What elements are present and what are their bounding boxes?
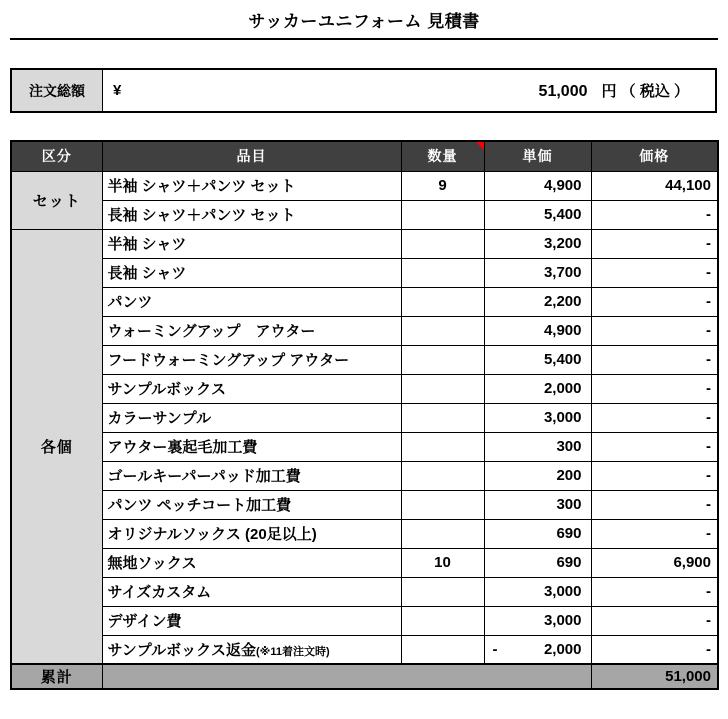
item-cell (102, 519, 401, 548)
table-row (11, 548, 718, 577)
item-label: 長袖 シャツ＋パンツ セット (107, 207, 296, 224)
unit-price-cell (484, 200, 591, 229)
item-label: 無地ソックス (107, 555, 197, 572)
price-cell: - (591, 229, 718, 258)
unit-price-value: 2,000 (543, 380, 582, 397)
item-cell (102, 200, 401, 229)
item-cell (102, 432, 401, 461)
total-value: 51,000 (591, 664, 718, 689)
unit-price-value: 2,000 (543, 640, 582, 658)
item-cell (102, 316, 401, 345)
item-cell (102, 577, 401, 606)
order-total-box (10, 68, 717, 113)
table-row (11, 258, 718, 287)
price-cell: - (591, 635, 718, 664)
unit-price-value: 5,400 (543, 206, 582, 223)
table-row (11, 577, 718, 606)
qty-cell (401, 229, 484, 258)
item-note: (※11着注文時) (256, 645, 330, 658)
item-label: オリジナルソックス (20足以上) (107, 526, 317, 543)
item-label: デザイン費 (107, 613, 182, 630)
table-row (11, 432, 718, 461)
item-cell (102, 461, 401, 490)
unit-price-value: 2,200 (543, 293, 582, 310)
unit-price-value: 4,900 (543, 322, 582, 339)
price-cell: - (591, 461, 718, 490)
qty-cell (401, 577, 484, 606)
comment-indicator-icon (476, 142, 484, 150)
qty-cell: 10 (401, 548, 484, 577)
qty-cell (401, 316, 484, 345)
unit-price-cell (484, 374, 591, 403)
unit-price-value: 200 (556, 467, 582, 484)
table-row (11, 606, 718, 635)
qty-cell (401, 345, 484, 374)
price-cell: - (591, 200, 718, 229)
item-cell (102, 345, 401, 374)
unit-price-cell (484, 432, 591, 461)
item-cell (102, 258, 401, 287)
price-cell: 44,100 (591, 171, 718, 200)
qty-cell (401, 374, 484, 403)
total-row (11, 664, 718, 689)
group-cell: セット (11, 171, 102, 229)
unit-price-value: 3,000 (543, 612, 582, 629)
item-label: 半袖 シャツ＋パンツ セット (107, 178, 296, 195)
price-cell: - (591, 432, 718, 461)
table-row (11, 374, 718, 403)
unit-price-value: 5,400 (543, 351, 582, 368)
qty-cell (401, 606, 484, 635)
unit-price-cell (484, 606, 591, 635)
unit-price-cell (484, 316, 591, 345)
table-row (11, 461, 718, 490)
unit-price-value: 4,900 (543, 177, 582, 194)
unit-price-minus: - (492, 640, 498, 658)
table-row (11, 345, 718, 374)
group-cell: 各個 (11, 229, 102, 664)
item-cell (102, 548, 401, 577)
item-label: アウター裏起毛加工費 (107, 439, 258, 456)
price-cell: - (591, 606, 718, 635)
item-cell (102, 403, 401, 432)
qty-cell (401, 432, 484, 461)
price-cell: - (591, 287, 718, 316)
table-row (11, 287, 718, 316)
table-row (11, 229, 718, 258)
table-row (11, 171, 718, 200)
item-cell (102, 606, 401, 635)
currency-symbol: ¥ (113, 82, 122, 99)
qty-cell: 9 (401, 171, 484, 200)
page-title: サッカーユニフォーム 見積書 (248, 12, 480, 31)
unit-price-value: 690 (556, 525, 582, 542)
item-label: サンプルボックス返金 (107, 641, 257, 659)
total-label: 累計 (11, 664, 102, 689)
item-cell (102, 229, 401, 258)
item-label: フードウォーミングアップ アウター (107, 352, 350, 369)
qty-cell (401, 403, 484, 432)
unit-price-cell (484, 287, 591, 316)
price-cell: - (591, 490, 718, 519)
item-cell (102, 490, 401, 519)
order-total-amount: 51,000 (538, 83, 588, 100)
price-cell: - (591, 316, 718, 345)
unit-price-value: 690 (556, 554, 582, 571)
estimate-sheet (10, 140, 718, 690)
unit-price-cell (484, 490, 591, 519)
unit-price-value: 3,200 (543, 235, 582, 252)
item-label: 半袖 シャツ (107, 236, 187, 253)
item-label: カラーサンプル (107, 410, 212, 427)
unit-price-cell (484, 229, 591, 258)
header-qty: 数量 (401, 141, 484, 171)
header-row (11, 141, 718, 171)
unit-price-cell (484, 519, 591, 548)
qty-cell (401, 258, 484, 287)
qty-cell (401, 490, 484, 519)
qty-cell (401, 200, 484, 229)
qty-cell (401, 635, 484, 664)
price-cell: - (591, 577, 718, 606)
total-spacer-cell (102, 664, 591, 689)
item-label: ウォーミングアップ アウター (107, 323, 316, 340)
price-cell: - (591, 403, 718, 432)
price-cell: 6,900 (591, 548, 718, 577)
order-total-label: 注文総額 (12, 70, 103, 111)
item-cell (102, 171, 401, 200)
unit-price-cell (484, 635, 591, 664)
header-item: 品目 (102, 141, 401, 171)
header-price: 価格 (591, 141, 718, 171)
item-cell (102, 635, 401, 664)
unit-price-cell (484, 403, 591, 432)
unit-price-value: 300 (556, 496, 582, 513)
item-label: 長袖 シャツ (107, 265, 187, 282)
item-label: ゴールキーパーパッド加工費 (107, 468, 301, 485)
item-label: サンプルボックス (107, 381, 227, 398)
price-cell: - (591, 345, 718, 374)
estimate-table (10, 140, 719, 690)
unit-price-value: 3,000 (543, 583, 582, 600)
unit-price-cell (484, 258, 591, 287)
unit-price-cell (484, 171, 591, 200)
item-cell (102, 374, 401, 403)
unit-price-cell (484, 345, 591, 374)
header-unit-price: 単価 (484, 141, 591, 171)
header-category: 区分 (11, 141, 102, 171)
table-row (11, 490, 718, 519)
qty-cell (401, 519, 484, 548)
item-label: パンツ (107, 294, 153, 311)
unit-price-cell (484, 461, 591, 490)
price-cell: - (591, 258, 718, 287)
unit-price-cell (484, 548, 591, 577)
price-cell: - (591, 519, 718, 548)
title-underline (10, 38, 718, 40)
qty-cell (401, 287, 484, 316)
unit-price-value: 300 (556, 438, 582, 455)
unit-price-cell (484, 577, 591, 606)
item-label: パンツ ペッチコート加工費 (107, 497, 292, 514)
unit-price-value: 3,000 (543, 409, 582, 426)
table-row (11, 200, 718, 229)
item-cell (102, 287, 401, 316)
table-row (11, 635, 718, 664)
table-row (11, 519, 718, 548)
table-row (11, 316, 718, 345)
qty-cell (401, 461, 484, 490)
table-row (11, 403, 718, 432)
order-total-unit: 円 （ 税込 ） (601, 83, 689, 100)
unit-price-value: 3,700 (543, 264, 582, 281)
order-total-value-cell (103, 70, 715, 111)
price-cell: - (591, 374, 718, 403)
item-label: サイズカスタム (107, 584, 212, 601)
